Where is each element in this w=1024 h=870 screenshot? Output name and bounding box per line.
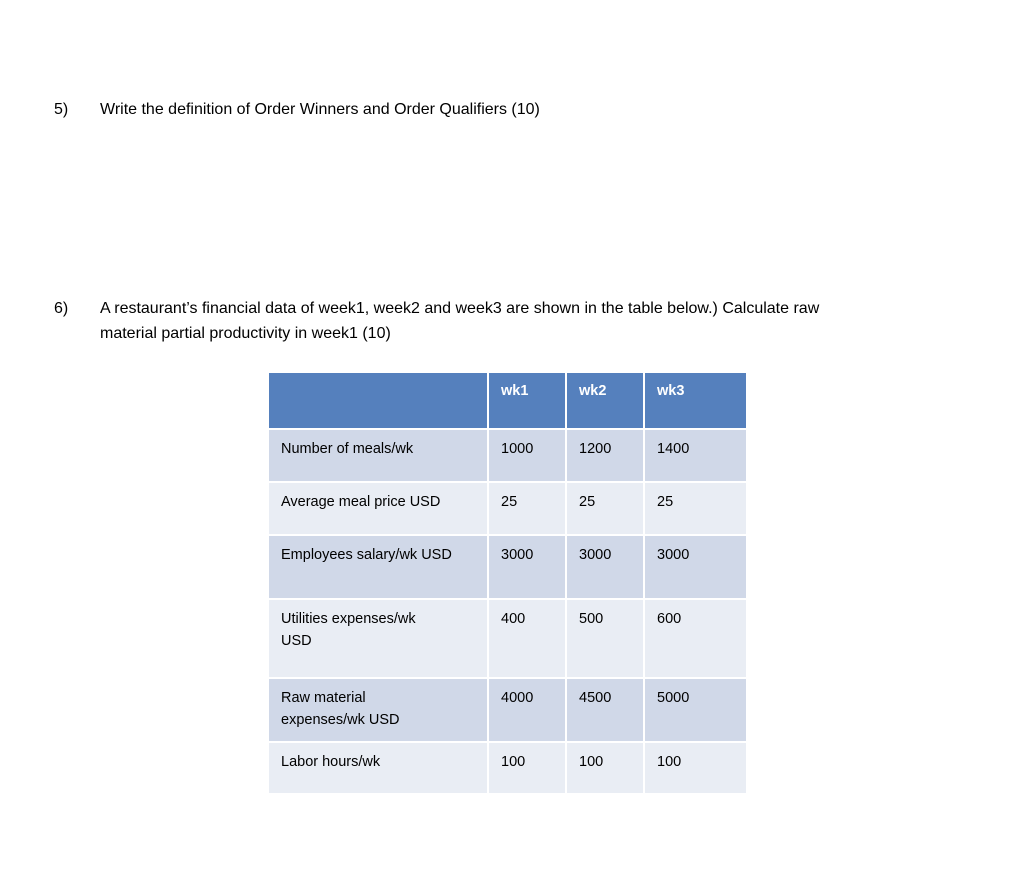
row-label-line-1: Labor hours/wk (281, 754, 381, 770)
question-5-number: 5) (54, 101, 69, 118)
cell-wk3: 25 (644, 482, 747, 535)
cell-wk2: 3000 (566, 535, 644, 599)
header-cell-wk2: wk2 (566, 372, 644, 429)
row-label (268, 742, 488, 794)
question-6-number: 6) (54, 300, 69, 317)
cell-wk1: 3000 (488, 535, 566, 599)
row-label-line-1: Employees salary/wk USD (281, 547, 452, 563)
cell-wk3: 600 (644, 599, 747, 678)
row-label-line-2: USD (281, 633, 312, 649)
cell-wk1: 400 (488, 599, 566, 678)
header-cell-wk1: wk1 (488, 372, 566, 429)
row-label-line-1: Raw material (281, 690, 366, 706)
cell-wk3: 1400 (644, 429, 747, 482)
question-6-line-2: material partial productivity in week1 (10) (100, 325, 391, 342)
question-6-line-1: A restaurant’s financial data of week1, week2 and week3 are shown in the table below.) Calculate raw (100, 300, 820, 317)
table-row (268, 742, 747, 794)
cell-wk3: 5000 (644, 678, 747, 742)
table-row (268, 429, 747, 482)
question-5 (54, 97, 954, 122)
row-label-line-1: Average meal price USD (281, 494, 441, 510)
table-row (268, 678, 747, 742)
cell-wk1: 100 (488, 742, 566, 794)
cell-wk3: 3000 (644, 535, 747, 599)
question-6 (54, 296, 974, 348)
table-header-row (268, 372, 747, 429)
row-label (268, 429, 488, 482)
header-cell-empty (268, 372, 488, 429)
cell-wk1: 25 (488, 482, 566, 535)
question-5-text: Write the definition of Order Winners and Order Qualifiers (10) (100, 101, 540, 118)
cell-wk2: 4500 (566, 678, 644, 742)
cell-wk2: 1200 (566, 429, 644, 482)
row-label (268, 599, 488, 678)
cell-wk3: 100 (644, 742, 747, 794)
cell-wk1: 4000 (488, 678, 566, 742)
question-6-text (100, 296, 819, 346)
financial-data-table (267, 371, 748, 795)
table-row (268, 482, 747, 535)
cell-wk2: 100 (566, 742, 644, 794)
row-label-line-1: Number of meals/wk (281, 441, 414, 457)
row-label (268, 482, 488, 535)
cell-wk2: 500 (566, 599, 644, 678)
cell-wk2: 25 (566, 482, 644, 535)
header-cell-wk3: wk3 (644, 372, 747, 429)
row-label (268, 678, 488, 742)
table-row (268, 599, 747, 678)
row-label (268, 535, 488, 599)
cell-wk1: 1000 (488, 429, 566, 482)
row-label-line-1: Utilities expenses/wk (281, 611, 416, 627)
row-label-line-2: expenses/wk USD (281, 712, 400, 728)
table-row (268, 535, 747, 599)
